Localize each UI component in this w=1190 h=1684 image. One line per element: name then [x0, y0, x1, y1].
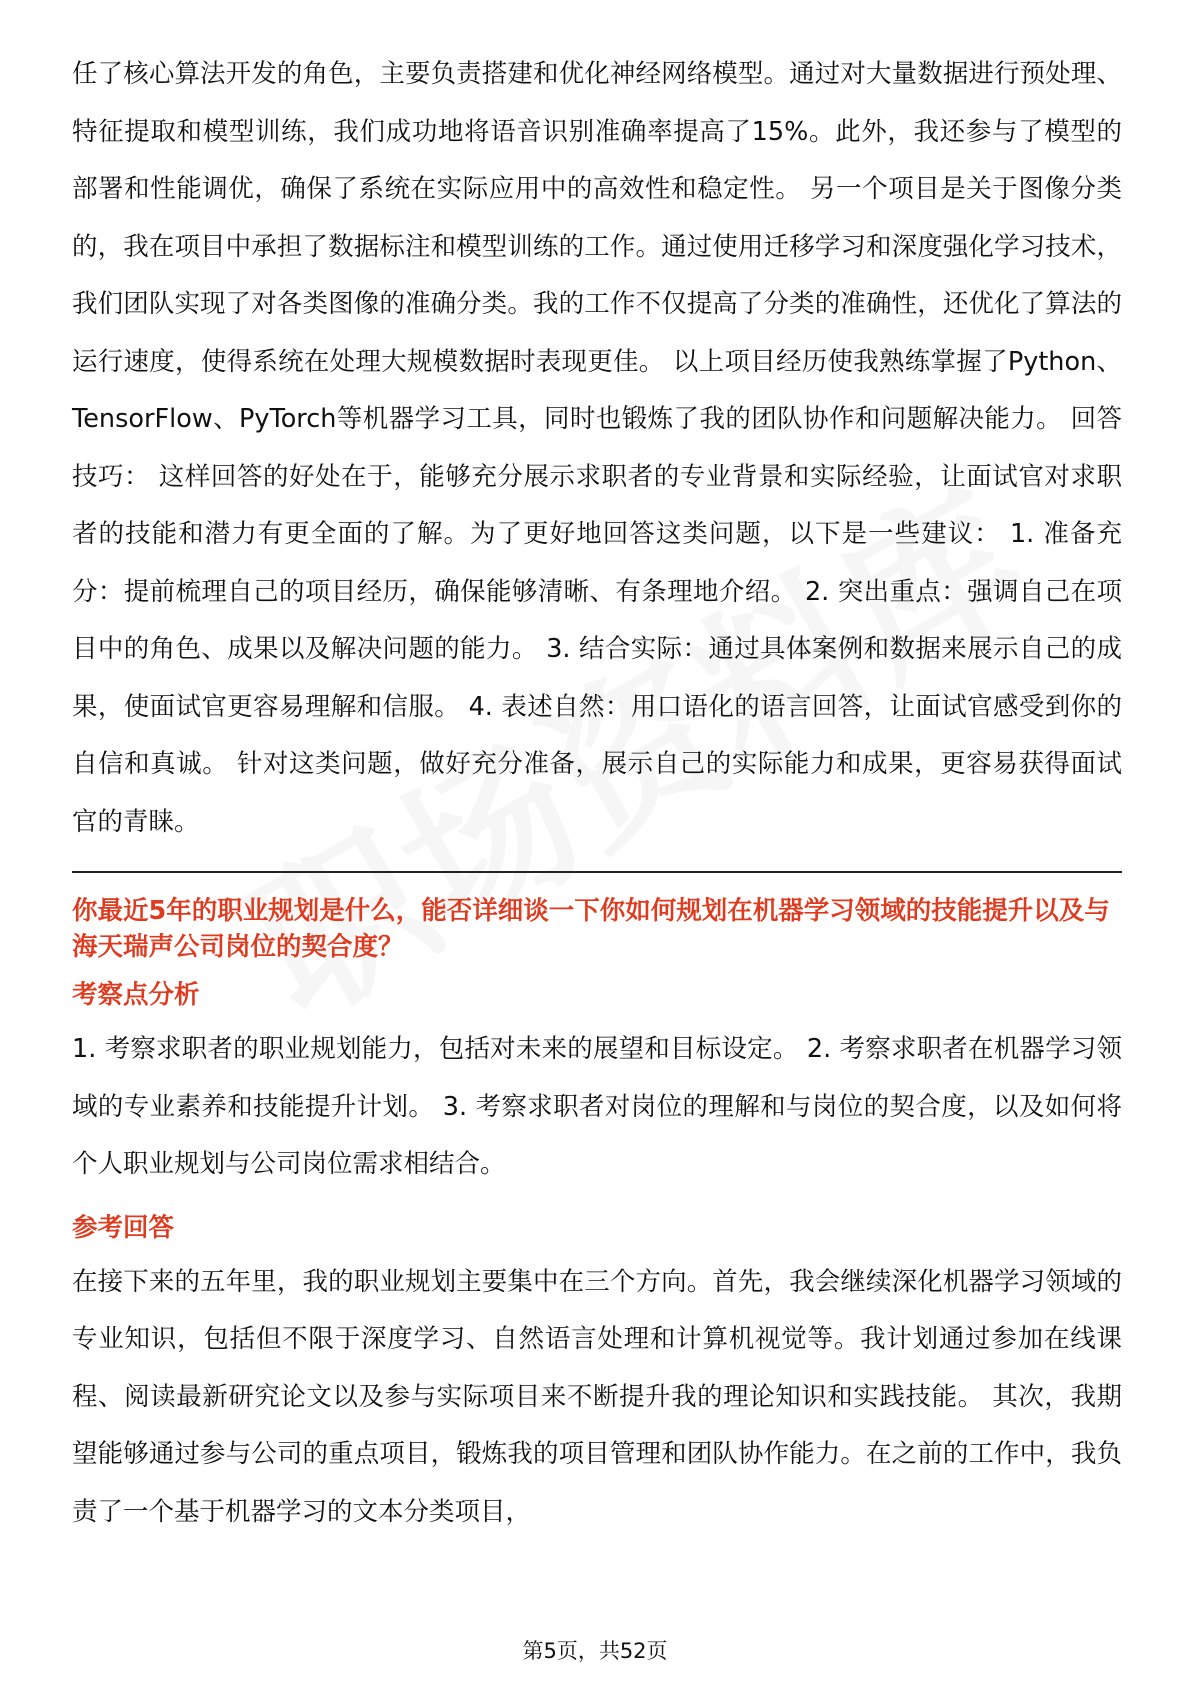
analysis-heading: 考察点分析 — [72, 980, 200, 1010]
question-title: 你最近5年的职业规划是什么，能否详细谈一下你如何规划在机器学习领域的技能提升以及与海天瑞声公司岗位的契合度？ — [72, 896, 1110, 962]
answer-heading: 参考回答 — [72, 1212, 175, 1243]
answer-text: 在接下来的五年里，我的职业规划主要集中在三个方向。首先，我会继续深化机器学习领域的专业知识，包括但不限于深度学习、自然语言处理和计算机视觉等。我计划通过参加在线课程、阅读最新研究论文以及参与实际项目来不断提升我的理论知识和实践技能。 其次，我期望能够通过参与公司的重点项目，锻炼我的项目管理和团队协作能力。在之前的工作中，我负责了一个基于机器学习的文本分类项目， — [72, 1266, 1122, 1527]
section-divider — [72, 871, 1122, 873]
analysis-text: 1. 考察求职者的职业规划能力，包括对未来的展望和目标设定。 2. 考察求职者在机器学习领域的专业素养和技能提升计划。 3. 考察求职者对岗位的理解和与岗位的契合度，以及如何将个人职业规划与公司岗位需求相结合。 — [72, 1034, 1122, 1179]
page-number: 第5页，共52页 — [522, 1639, 668, 1663]
document-body — [72, 46, 1122, 1541]
continuation-paragraph: 任了核心算法开发的角色，主要负责搭建和优化神经网络模型。通过对大量数据进行预处理、特征提取和模型训练，我们成功地将语音识别准确率提高了15%。此外，我还参与了模型的部署和性能调优，确保了系统在实际应用中的高效性和稳定性。 另一个项目是关于图像分类的，我在项目中承担了数据标注和模型训练的工作。通过使用迁移学习和深度强化学习技术，我们团队实现了对各类图像的准确分类。我的工作不仅提高了分类的准确性，还优化了算法的运行速度，使得系统在处理大规模数据时表现更佳。 以上项目经历使我熟练掌握了Python、TensorFlow、PyTorch等机器学习工具，同时也锻炼了我的团队协作和问题解决能力。 回答技巧： 这样回答的好处在于，能够充分展示求职者的专业背景和实际经验，让面试官对求职者的技能和潜力有更全面的了解。为了更好地回答这类问题，以下是一些建议： 1. 准备充分：提前梳理自己的项目经历，确保能够清晰、有条理地介绍。 2. 突出重点：强调自己在项目中的角色、成果以及解决问题的能力。 3. 结合实际：通过具体案例和数据来展示自己的成果，使面试官更容易理解和信服。 4. 表述自然：用口语化的语言回答，让面试官感受到你的自信和真诚。 针对这类问题，做好充分准备，展示自己的实际能力和成果，更容易获得面试官的青睐。 — [72, 59, 1122, 837]
